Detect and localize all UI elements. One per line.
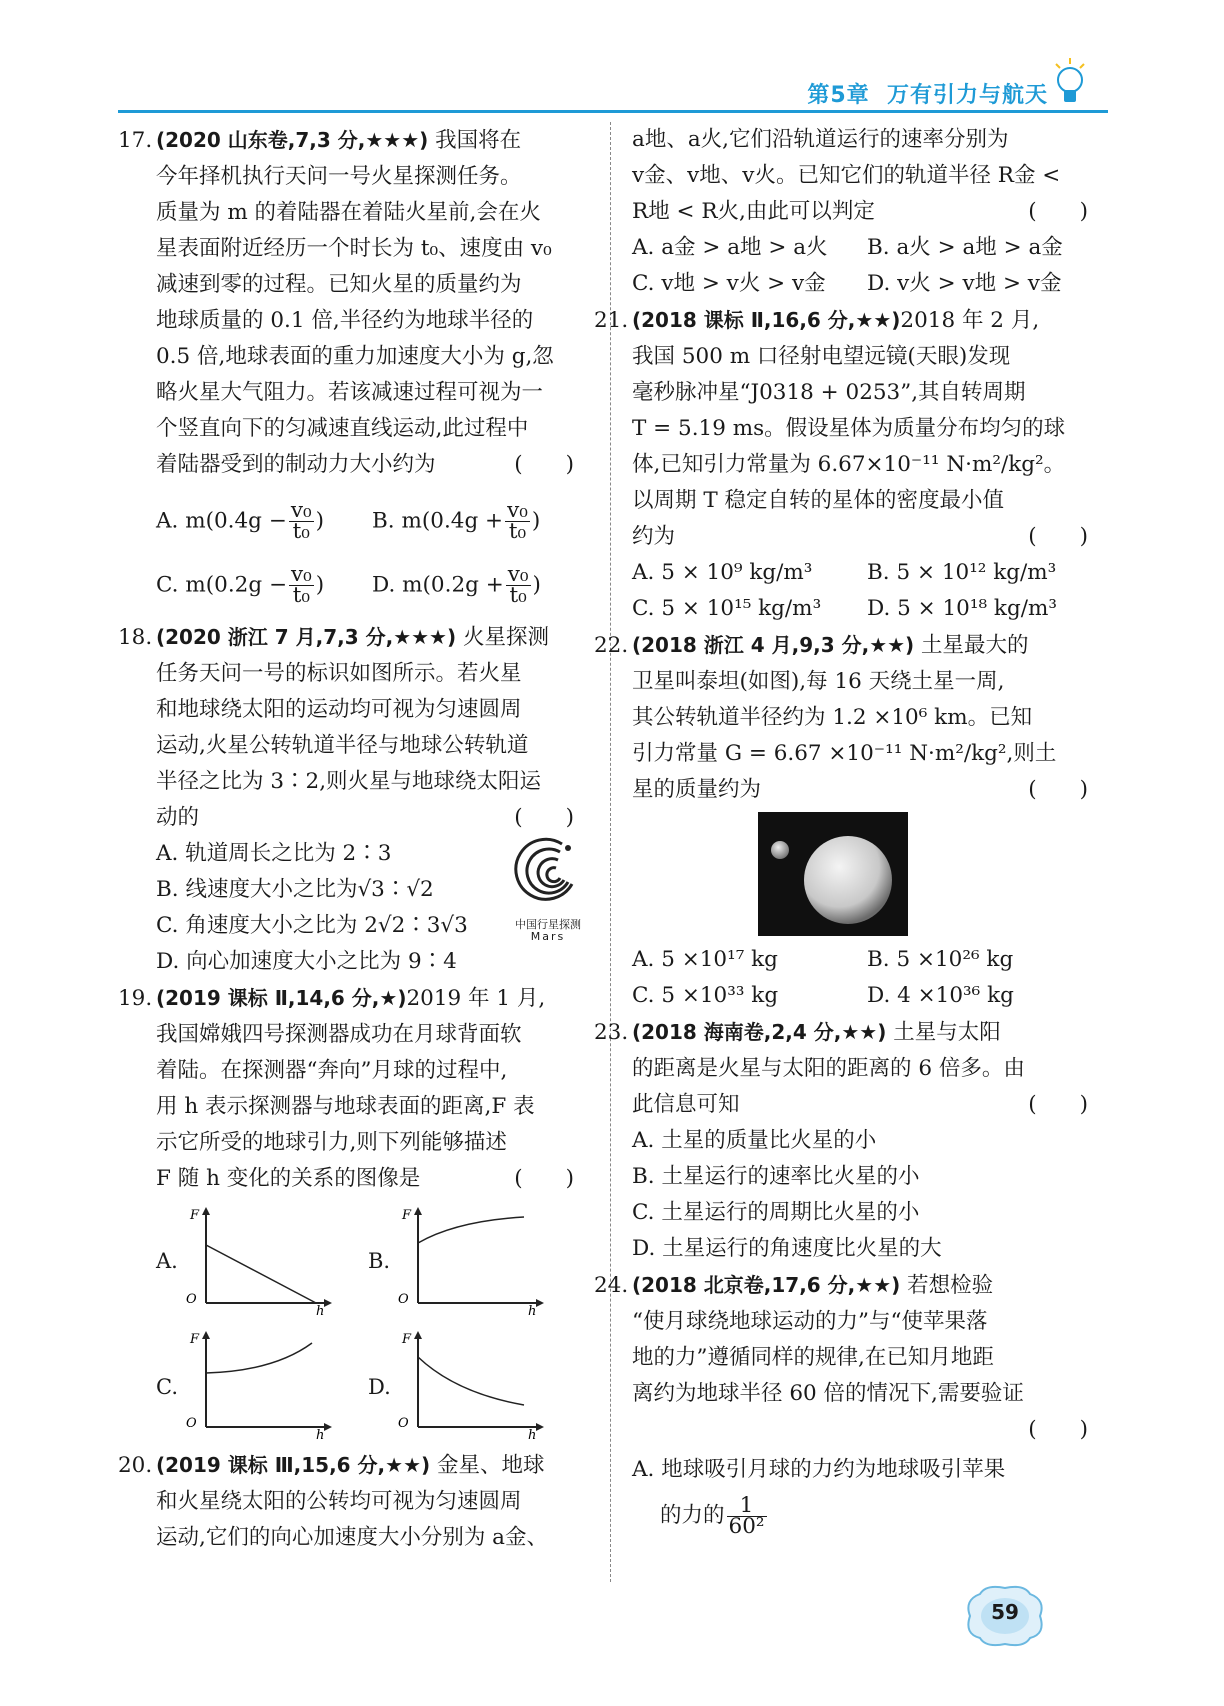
option-b[interactable]: B. 5 × 10¹² kg/m³ [867, 560, 1057, 585]
question-text: 2018 年 2 月, [900, 308, 1040, 333]
question-text: 若想检验 [907, 1273, 994, 1298]
question-source: (2018 浙江 4 月,9,3 分,★★) [632, 633, 915, 657]
axis-origin: O [186, 1292, 197, 1307]
question-text: 用 h 表示探测器与地球表面的距离,F 表 [156, 1094, 535, 1119]
question-text: 今年择机执行天问一号火星探测任务。 [156, 164, 522, 189]
left-column [118, 122, 588, 1556]
axis-label-y: F [190, 1332, 200, 1347]
question-text: 2019 年 1 月, [406, 986, 546, 1011]
answer-blank[interactable]: ( ) [514, 805, 574, 830]
option-b[interactable]: B. 土星运行的速率比火星的小 [632, 1164, 920, 1189]
option-c[interactable]: C. v地 > v火 > v金 [632, 271, 826, 296]
question-text: 体,已知引力常量为 6.67×10⁻¹¹ N·m²/kg²。 [632, 452, 1066, 477]
option-c[interactable]: C. 5 × 10¹⁵ kg/m³ [632, 596, 822, 621]
question-19 [118, 980, 588, 1447]
option-d-label[interactable]: D. [368, 1375, 391, 1399]
graph-b[interactable] [396, 1205, 546, 1315]
graph-d[interactable] [396, 1329, 546, 1439]
question-text: 星表面附近经历一个时长为 t₀、速度由 v₀ [156, 236, 552, 261]
answer-blank[interactable]: ( ) [1028, 777, 1088, 802]
chapter-number: 第5章 [807, 83, 870, 108]
question-23 [594, 1014, 1102, 1267]
option-c[interactable]: C. m(0.2g − $\frac{\text{v₀}}{\text{t₀}}$ ) [156, 561, 325, 608]
option-a[interactable]: A. a金 > a地 > a火 [632, 235, 828, 260]
mars-mission-logo [510, 836, 586, 943]
question-text: 毫秒脉冲星“J0318 + 0253”,其自转周期 [632, 380, 1026, 405]
question-number: 18. [118, 625, 153, 650]
option-text: 的力的 [660, 1503, 725, 1528]
option-d[interactable]: D. 5 × 10¹⁸ kg/m³ [867, 596, 1057, 621]
page-header [118, 76, 1108, 110]
question-text: 其公转轨道半径约为 1.2 ×10⁶ km。已知 [632, 705, 1033, 730]
question-text: 动的 [156, 805, 200, 830]
question-text: 以周期 T 稳定自转的星体的密度最小值 [632, 488, 1005, 513]
option-c[interactable]: C. 土星运行的周期比火星的小 [632, 1200, 920, 1225]
question-text: 减速到零的过程。已知火星的质量约为 [156, 272, 522, 297]
question-number: 21. [594, 308, 629, 333]
question-source: (2018 北京卷,17,6 分,★★) [632, 1273, 901, 1297]
chapter-title [807, 78, 1048, 109]
fraction: $\frac{\text{v₀}}{\text{t₀}}$ [290, 561, 312, 608]
question-number: 17. [118, 128, 153, 153]
header-rule [118, 110, 1108, 113]
question-text: 0.5 倍,地球表面的重力加速度大小为 g,忽 [156, 344, 554, 369]
option-b-label[interactable]: B. [368, 1249, 391, 1273]
question-20 [118, 1447, 588, 1556]
question-text: R地 < R火,由此可以判定 [632, 199, 875, 224]
axis-label-y: F [402, 1208, 412, 1223]
fraction: $\frac{\text{v₀}}{\text{t₀}}$ [507, 561, 529, 608]
graph-c[interactable] [184, 1329, 334, 1439]
lightbulb-icon [1050, 56, 1090, 112]
question-text: 运动,它们的向心加速度大小分别为 a金、 [156, 1525, 548, 1550]
question-text: 火星探测 [462, 625, 549, 650]
question-text: 和火星绕太阳的公转均可视为匀速圆周 [156, 1489, 522, 1514]
question-text: 着陆。在探测器“奔向”月球的过程中, [156, 1058, 508, 1083]
question-text: 示它所受的地球引力,则下列能够描述 [156, 1130, 507, 1155]
question-text: 土星与太阳 [893, 1020, 1001, 1045]
question-text: F 随 h 变化的关系的图像是 [156, 1166, 421, 1191]
column-divider [610, 122, 611, 1582]
question-source: (2020 山东卷,7,3 分,★★★) [156, 128, 429, 152]
answer-blank[interactable]: ( ) [1028, 199, 1088, 224]
mars-logo-icon [510, 836, 586, 906]
axis-origin: O [398, 1416, 409, 1431]
question-text: 地球质量的 0.1 倍,半径约为地球半径的 [156, 308, 534, 333]
answer-blank[interactable]: ( ) [514, 452, 574, 477]
page-number-badge [960, 1580, 1050, 1652]
question-source: (2019 课标 Ⅱ,14,6 分,★) [156, 986, 407, 1010]
fraction: $\frac{\text{v₀}}{\text{t₀}}$ [290, 497, 312, 544]
graph-options [156, 1197, 588, 1447]
question-18 [118, 619, 588, 980]
option-a[interactable]: A. 5 ×10¹⁷ kg [632, 947, 778, 972]
option-b[interactable]: B. m(0.4g + $\frac{\text{v₀}}{\text{t₀}}$ ) [372, 497, 541, 544]
question-text: “使月球绕地球运动的力”与“使苹果落 [632, 1309, 988, 1334]
question-number: 22. [594, 633, 629, 658]
option-a[interactable] [632, 1452, 1102, 1544]
question-21 [594, 302, 1102, 627]
fraction: $\frac{\text{v₀}}{\text{t₀}}$ [507, 497, 528, 544]
axis-label-x: h [316, 1428, 325, 1439]
question-text: 此信息可知 [632, 1092, 740, 1117]
axis-label-x: h [528, 1428, 537, 1439]
question-text: 引力常量 G = 6.67 ×10⁻¹¹ N·m²/kg²,则土 [632, 741, 1057, 766]
question-text: 星的质量约为 [632, 777, 762, 802]
saturn-titan-photo [758, 812, 908, 936]
question-text: 任务天问一号的标识如图所示。若火星 [156, 661, 522, 686]
question-source: (2018 课标 Ⅱ,16,6 分,★★) [632, 308, 901, 332]
answer-blank[interactable]: ( ) [1028, 524, 1088, 549]
saturn-icon [758, 812, 908, 936]
option-a[interactable]: A. 轨道周长之比为 2∶3 [156, 841, 392, 866]
question-24 [594, 1267, 1102, 1544]
axis-label-x: h [528, 1304, 537, 1315]
logo-text: 中国行星探测 [515, 918, 581, 931]
question-text: 半径之比为 3∶2,则火星与地球绕太阳运 [156, 769, 542, 794]
question-text: 运动,火星公转轨道半径与地球公转轨道 [156, 733, 529, 758]
question-22 [594, 627, 1102, 1014]
option-text: A. 地球吸引月球的力约为地球吸引苹果 [632, 1457, 1006, 1482]
question-text: 着陆器受到的制动力大小约为 [156, 452, 436, 477]
question-number: 19. [118, 986, 153, 1011]
question-text: 地的力”遵循同样的规律,在已知月地距 [632, 1345, 994, 1370]
question-text: 个竖直向下的匀减速直线运动,此过程中 [156, 416, 529, 441]
question-text: 离约为地球半径 60 倍的情况下,需要验证 [632, 1381, 1024, 1406]
option-d[interactable]: D. 土星运行的角速度比火星的大 [632, 1236, 942, 1261]
question-source: (2019 课标 Ⅲ,15,6 分,★★) [156, 1453, 431, 1477]
question-text: 我国 500 m 口径射电望远镜(天眼)发现 [632, 344, 1011, 369]
question-text: 和地球绕太阳的运动均可视为匀速圆周 [156, 697, 522, 722]
fraction: $\frac{1}{\text{60²}}$ [728, 1492, 765, 1539]
axis-label-y: F [190, 1208, 200, 1223]
axis-label-y: F [402, 1332, 412, 1347]
option-d[interactable]: D. 4 ×10³⁶ kg [867, 983, 1014, 1008]
option-d[interactable]: D. v火 > v地 > v金 [867, 271, 1062, 296]
graph-a[interactable] [184, 1205, 334, 1315]
question-source: (2020 浙江 7 月,7,3 分,★★★) [156, 625, 457, 649]
option-b[interactable]: B. a火 > a地 > a金 [867, 235, 1063, 260]
question-number: 23. [594, 1020, 629, 1045]
answer-blank[interactable]: ( ) [1028, 1417, 1088, 1442]
question-20-cont [632, 122, 1102, 302]
question-text: 卫星叫泰坦(如图),每 16 天绕土星一周, [632, 669, 1005, 694]
option-a[interactable]: A. 5 × 10⁹ kg/m³ [632, 560, 813, 585]
question-number: 24. [594, 1273, 629, 1298]
question-text: v金、v地、v火。已知它们的轨道半径 R金 < [632, 163, 1061, 188]
question-text: a地、a火,它们沿轨道运行的速率分别为 [632, 127, 1009, 152]
option-a[interactable]: A. m(0.4g − $\frac{\text{v₀}}{\text{t₀}}$ ) [156, 497, 324, 544]
option-c[interactable]: C. 角速度大小之比为 2√2∶3√3 [156, 913, 468, 938]
option-a[interactable]: A. 土星的质量比火星的小 [632, 1128, 877, 1153]
question-text: 约为 [632, 524, 676, 549]
answer-blank[interactable]: ( ) [1028, 1092, 1088, 1117]
option-b[interactable]: B. 5 ×10²⁶ kg [867, 947, 1014, 972]
option-c-label[interactable]: C. [156, 1375, 178, 1399]
question-text: 质量为 m 的着陆器在着陆火星前,会在火 [156, 200, 541, 225]
right-column [594, 122, 1102, 1544]
axis-origin: O [398, 1292, 409, 1307]
question-text: 我国将在 [435, 128, 522, 153]
option-d[interactable]: D. 向心加速度大小之比为 9∶4 [156, 949, 457, 974]
option-c[interactable]: C. 5 ×10³³ kg [632, 983, 779, 1008]
axis-label-x: h [316, 1304, 325, 1315]
page-number: 59 [991, 1600, 1019, 1624]
question-text: 的距离是火星与太阳的距离的 6 倍多。由 [632, 1056, 1025, 1081]
question-text: 略火星大气阻力。若该减速过程可视为一 [156, 380, 544, 405]
logo-subtext: Mars [530, 930, 566, 943]
question-text: 土星最大的 [921, 633, 1029, 658]
answer-blank[interactable]: ( ) [514, 1166, 574, 1191]
option-d[interactable]: D. m(0.2g + $\frac{\text{v₀}}{\text{t₀}}$ ) [372, 561, 541, 608]
option-a-label[interactable]: A. [156, 1249, 178, 1273]
chapter-name: 万有引力与航天 [886, 83, 1048, 108]
question-text: T = 5.19 ms。假设星体为质量分布均匀的球 [632, 416, 1066, 441]
question-source: (2018 海南卷,2,4 分,★★) [632, 1020, 887, 1044]
question-text: 我国嫦娥四号探测器成功在月球背面软 [156, 1022, 522, 1047]
axis-origin: O [186, 1416, 197, 1431]
option-b[interactable]: B. 线速度大小之比为√3∶√2 [156, 877, 434, 902]
question-text: 金星、地球 [436, 1453, 545, 1478]
question-17 [118, 122, 588, 619]
question-number: 20. [118, 1453, 153, 1478]
